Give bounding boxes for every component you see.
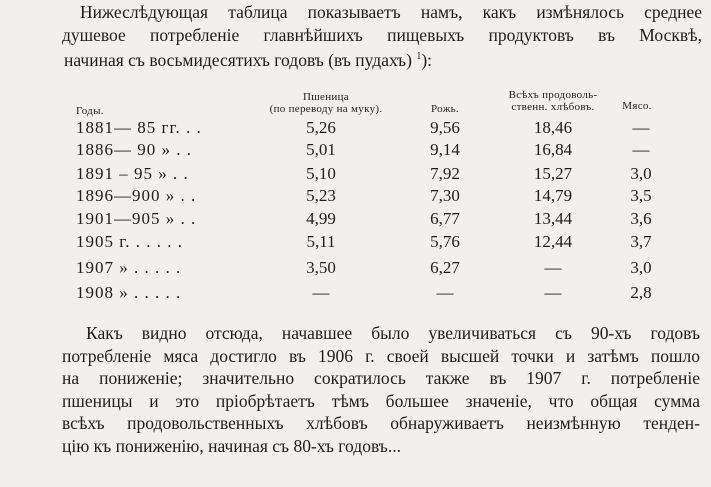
intro-line-3 xyxy=(62,46,702,71)
table-cell-rye: — xyxy=(436,283,454,302)
table-cell-all: 14,79 xyxy=(533,186,573,205)
table-cell-meat: 3,0 xyxy=(630,164,652,183)
header-all-breads-line-1: Всѣхъ продоволь- xyxy=(508,89,598,101)
table-row-year: 1886— 90 » . . xyxy=(76,140,192,159)
table-cell-all: 15,27 xyxy=(533,164,573,183)
conclusion-paragraph xyxy=(62,322,700,457)
conclusion-line-1: Какъ видно отсюда, начавшее было увеличиваться съ 90-хъ годовъ xyxy=(86,323,700,343)
header-years: Годы. xyxy=(76,105,104,117)
intro-line-1: Нижеслѣдующая таблица показываетъ намъ, какъ измѣнялось среднее xyxy=(80,2,702,22)
table-row-year: 1881— 85 гг. . . xyxy=(76,118,202,137)
table-cell-meat: 3,6 xyxy=(630,209,652,228)
conclusion-line-4: пшеницы и это пріобрѣтаетъ тѣмъ большее значеніе, что общая сумма xyxy=(62,390,700,411)
table-row-year: 1896—900 » . . xyxy=(76,186,197,205)
table-cell-all: 12,44 xyxy=(533,232,573,251)
header-wheat-line-1: Пшеница xyxy=(303,91,349,103)
table-cell-wheat: 4,99 xyxy=(306,209,336,228)
table-cell-rye: 6,77 xyxy=(430,209,460,228)
table-cell-wheat: — xyxy=(312,283,330,302)
table-cell-wheat: 5,10 xyxy=(306,164,336,183)
intro-paragraph xyxy=(62,1,702,71)
intro-line-3-text: начиная съ восьмидесятихъ годовъ (въ пудахъ) xyxy=(64,49,412,70)
conclusion-line-6: цію къ пониженію, начиная съ 80-хъ годовъ... xyxy=(62,435,401,456)
table-cell-meat: 3,0 xyxy=(630,258,652,277)
table-cell-all: — xyxy=(544,283,562,302)
conclusion-line-5: всѣхъ продовольственныхъ хлѣбовъ обнаруживаетъ неизмѣнную тенден- xyxy=(62,413,700,433)
header-meat: Мясо. xyxy=(622,100,652,112)
table-cell-wheat: 5,01 xyxy=(306,140,336,159)
table-cell-rye: 9,56 xyxy=(430,118,460,137)
header-all-breads-line-2: ственн. хлѣбовъ. xyxy=(511,101,595,113)
table-cell-all: 16,84 xyxy=(533,140,573,159)
table-row-year: 1901—905 » . . xyxy=(76,209,197,228)
intro-line-2: душевое потребленіе главнѣйшихъ пищевыхъ продуктовъ въ Москвѣ, xyxy=(62,24,702,45)
table-cell-all: 18,46 xyxy=(533,118,573,137)
table-cell-wheat: 5,23 xyxy=(306,186,336,205)
table-cell-meat: — xyxy=(632,140,650,159)
header-wheat-line-2: (по переводу на муку). xyxy=(269,103,383,115)
table-cell-rye: 7,30 xyxy=(430,186,460,205)
table-cell-rye: 6,27 xyxy=(430,258,460,277)
table-cell-rye: 9,14 xyxy=(430,140,460,159)
table-cell-rye: 5,76 xyxy=(430,232,460,251)
table-cell-all: — xyxy=(544,258,562,277)
table-row-year: 1908 » . . . . . xyxy=(76,283,182,302)
table-cell-rye: 7,92 xyxy=(430,164,460,183)
table-row-year: 1905 г. . . . . . xyxy=(76,232,184,251)
conclusion-line-3: на пониженіе; значительно сократилось также въ 1907 г. потребленіе xyxy=(62,368,700,388)
footnote-mark: 1 xyxy=(416,51,422,62)
table-cell-meat: 3,7 xyxy=(630,232,652,251)
table-cell-meat: 2,8 xyxy=(630,283,652,302)
conclusion-line-2: потребленіе мяса достигло въ 1906 г. своей высшей точки и затѣмъ пошло xyxy=(62,345,700,366)
table-row-year: 1907 » . . . . . xyxy=(76,258,182,277)
header-wheat xyxy=(246,91,406,115)
header-rye: Рожь. xyxy=(431,103,459,115)
table-cell-wheat: 5,26 xyxy=(306,118,336,137)
table-cell-wheat: 3,50 xyxy=(306,258,336,277)
table-cell-meat: 3,5 xyxy=(630,186,652,205)
table-cell-all: 13,44 xyxy=(533,209,573,228)
table-cell-wheat: 5,11 xyxy=(306,232,336,251)
table-row-year: 1891 – 95 » . . xyxy=(76,164,189,183)
table-cell-meat: — xyxy=(632,118,650,137)
intro-line-3-end: ): xyxy=(421,49,433,70)
header-all-breads xyxy=(488,89,618,113)
